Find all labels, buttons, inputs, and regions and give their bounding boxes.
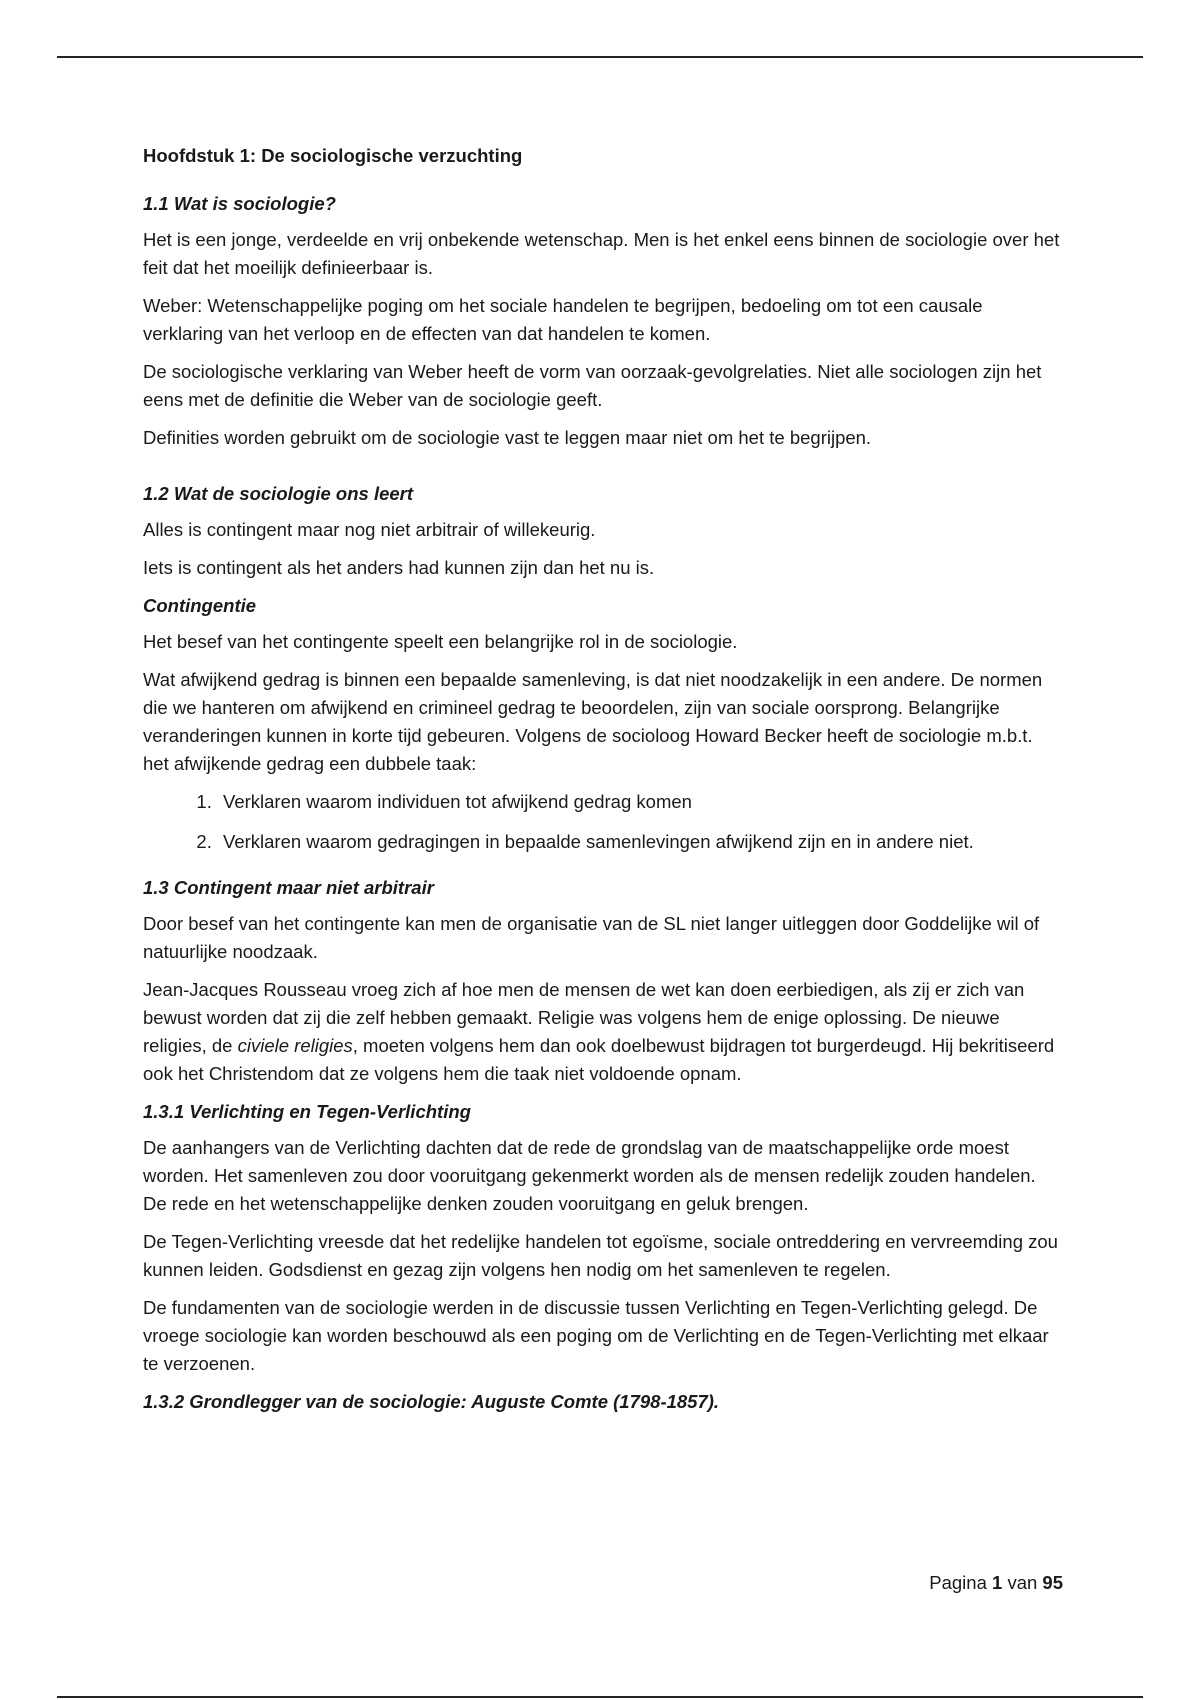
paragraph: Alles is contingent maar nog niet arbitrair of willekeurig. [143,519,596,540]
section-heading-1-3-2: 1.3.2 Grondlegger van de sociologie: Auguste Comte (1798-1857). [143,1391,720,1412]
paragraph: Het besef van het contingente speelt een belangrijke rol in de sociologie. [143,631,738,652]
list-item: 1. Verklaren waarom individuen tot afwijkend gedrag komen [217,788,1063,816]
section-heading-1-3-1: 1.3.1 Verlichting en Tegen-Verlichting [143,1101,471,1122]
paragraph: Het is een jonge, verdeelde en vrij onbekende wetenschap. Men is het enkel eens binnen de sociologie over het feit dat het moeilijk definieerbaar is. [143,229,1060,278]
list-item: 2. Verklaren waarom gedragingen in bepaalde samenlevingen afwijkend zijn en in andere niet. [217,828,1063,856]
paragraph: De Tegen-Verlichting vreesde dat het redelijke handelen tot egoïsme, sociale ontreddering en vervreemding zou kunnen leiden. Godsdienst en gezag zijn volgens hen nodig om het samenleven te regelen. [143,1231,1058,1280]
chapter-title: Hoofdstuk 1: De sociologische verzuchting [143,145,523,166]
text-run: Jean-Jacques Rousseau vroeg zich af hoe men de mensen de wet kan doen eerbiedigen, als zij er zich van bewust worden dat zij die zelf hebben gemaakt. Religie was volgens hem de enige oplossing. De nieuwe religies, de [143,979,1025,1056]
text-run: , moeten volgens hem dan ook doelbewust bijdragen tot burgerdeugd. Hij bekritiseerd ook het Christendom dat ze volgens hem die taak niet voldoende opnam. [143,1035,1055,1084]
paragraph: Wat afwijkend gedrag is binnen een bepaalde samenleving, is dat niet noodzakelijk in een andere. De normen die we hanteren om afwijkend en crimineel gedrag te beoordelen, zijn van sociale oorsprong. Belangrijke veranderingen kunnen in korte tijd gebeuren. Volgens de socioloog Howard Becker heeft de sociologie m.b.t. het afwijkende gedrag een dubbele taak: [143,669,1043,774]
paragraph-rousseau [143,976,1063,1088]
page-label: Pagina [929,1572,987,1593]
paragraph: De sociologische verklaring van Weber heeft de vorm van oorzaak-gevolgrelaties. Niet alle sociologen zijn het eens met de definitie die Weber van de sociologie geeft. [143,361,1042,410]
paragraph: De aanhangers van de Verlichting dachten dat de rede de grondslag van de maatschappelijke orde moest worden. Het samenleven zou door vooruitgang gekenmerkt worden als de mensen redelijk zouden handelen. De rede en het wetenschappelijke denken zouden vooruitgang en geluk brengen. [143,1137,1036,1214]
paragraph: Definities worden gebruikt om de sociologie vast te leggen maar niet om het te begrijpen. [143,427,872,448]
paragraph: Weber: Wetenschappelijke poging om het sociale handelen te begrijpen, bedoeling om tot een causale verklaring van het verloop en de effecten van dat handelen te komen. [143,295,983,344]
section-heading-1-2: 1.2 Wat de sociologie ons leert [143,483,414,504]
footer-rule [57,1696,1143,1698]
page-body [143,142,1063,1424]
paragraph: Iets is contingent als het anders had kunnen zijn dan het nu is. [143,557,655,578]
page-number [929,1572,1063,1594]
section-heading-1-1: 1.1 Wat is sociologie? [143,193,336,214]
total-pages: 95 [1042,1572,1063,1593]
section-heading-1-3: 1.3 Contingent maar niet arbitrair [143,877,434,898]
paragraph: Door besef van het contingente kan men de organisatie van de SL niet langer uitleggen door Goddelijke wil of natuurlijke noodzaak. [143,913,1040,962]
emphasis-civiele-religies: civiele religies [237,1035,353,1056]
header-rule [57,56,1143,58]
becker-task-list [143,788,1063,856]
subheading-contingentie: Contingentie [143,595,257,616]
page-of-label: van [1007,1572,1038,1593]
current-page: 1 [992,1572,1003,1593]
paragraph: De fundamenten van de sociologie werden in de discussie tussen Verlichting en Tegen-Verlichting gelegd. De vroege sociologie kan worden beschouwd als een poging om de Verlichting en de Tegen-Verlichting met elkaar te verzoenen. [143,1297,1049,1374]
